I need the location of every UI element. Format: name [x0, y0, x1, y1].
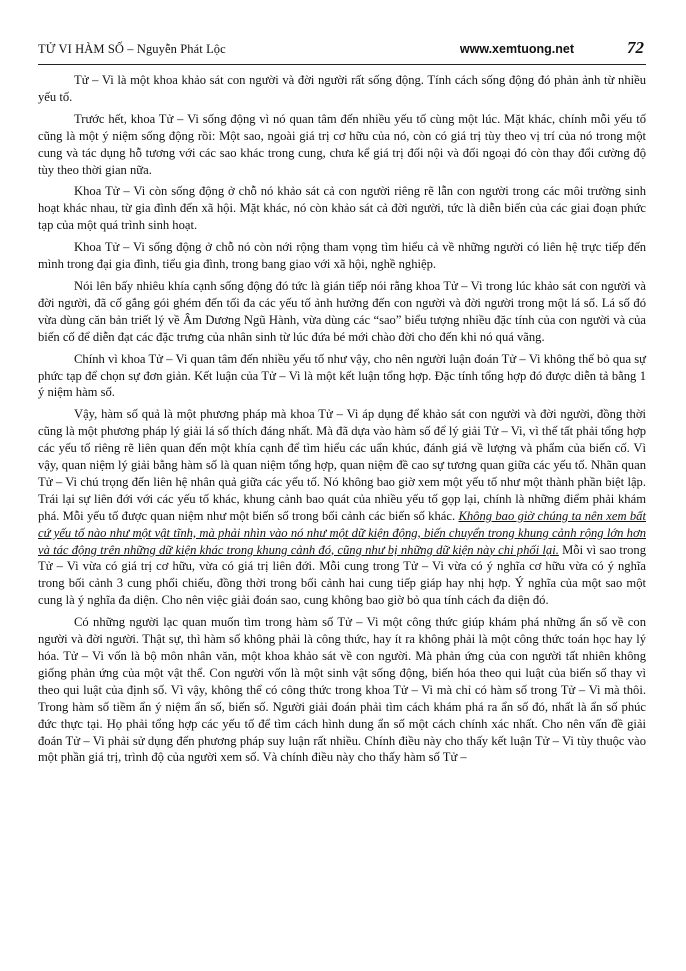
paragraph-7-text: Vậy, hàm số quả là một phương pháp mà khoa Tử – Vi áp dụng để khảo sát con người và đời người, đồng thời cũng là một phương pháp lý giải lá số thích đáng nhất. Mà đã dựa vào hàm số để lý giải Tử – Vi, vì thế tất phải tổng hợp các yếu tố riêng rẽ liên quan đến một khía cạnh để tìm hiểu các uẩn khúc, đánh giá về lượng và phẩm của biến cố. Vì vậy, quan niệm lý giải bằng hàm số là quan niệm tổng hợp, quan niệm đề cao sự tương quan giữa các yếu tố. Nhãn quan Tử – Vi chú trọng đến liên hệ nhân quả giữa các yếu tố. Nó không bao giờ xem một yếu tố như một thành phần biệt lập. Trái lại sự liên đới với các yếu tố khác, khung cảnh bao quát của nhiều yếu tố gọp lại, chính là những điểm phải khám phá. Mỗi yếu tố được quan niệm như một biến số trong bối cảnh các biến số khác.	[38, 407, 646, 523]
paragraph-5: Nói lên bấy nhiêu khía cạnh sống động đó tức là gián tiếp nói rằng khoa Tử – Vi trong lúc khảo sát con người và đời người, đã cố gắng gói ghém đến tối đa các yếu tố ảnh hưởng đến con người và đời người trong một lá số. Lá số đó vừa dùng căn bản triết lý về Âm Dương Ngũ Hành, vừa dùng các “sao” biểu tượng nhiều đặc tính của con người và của biến cố để diễn đạt các đặc trưng của nhân sinh từ lúc đứa bé mới chào đời cho đến khi nó quá vãng.	[38, 278, 646, 344]
paragraph-6: Chính vì khoa Tử – Vi quan tâm đến nhiều yếu tố như vậy, cho nên người luận đoán Tử – Vi không thể bỏ qua sự phức tạp để chọn sự đơn giản. Kết luận của Tử – Vi là một kết luận tổng hợp. Đặc tính tổng hợp đó được diễn tả bằng 1 ý niệm hàm số.	[38, 351, 646, 400]
paragraph-2: Trước hết, khoa Tử – Vi sống động vì nó quan tâm đến nhiều yếu tố cùng một lúc. Mặt khác, chính mỗi yếu tố cũng là một ý niệm sống động rồi: Một sao, ngoài giá trị cơ hữu của nó, còn có giá trị tùy theo vị trí của nó trong một cung và tác dụng hỗ tương với các sao khác trong cung, chưa kể giá trị đối nội và đối ngoại đó còn thay đổi cường độ tùy theo thời gian nữa.	[38, 111, 646, 177]
page-number: 72	[627, 38, 644, 57]
paragraph-4: Khoa Tử – Vi sống động ở chỗ nó còn nới rộng tham vọng tìm hiểu cả về những người có liên hệ trực tiếp đến mình trong đại gia đình, tiểu gia đình, trong bang giao với xã hội, nghề nghiệp.	[38, 240, 646, 272]
paragraph-3: Khoa Tử – Vi còn sống động ở chỗ nó khảo sát cả con người riêng rẽ lẫn con người trong các môi trường sinh hoạt khác nhau, từ gia đình đến xã hội. Mặt khác, nó còn khảo sát cả đời người, tức là diễn biến của các giai đoạn phức tạp của một quá trình sinh hoạt.	[38, 184, 646, 233]
paragraph-1: Tử – Vi là một khoa khảo sát con người và đời người rất sống động. Tính cách sống động đó phản ảnh từ nhiều yếu tố.	[38, 73, 646, 104]
emphasized-passage: Không bao giờ chúng ta nên xem bất cứ yếu tố nào như một vật tĩnh, mà phải nhìn vào nó như một dữ kiện động, biến chuyển trong khung cảnh rộng lớn hơn và tác động trên những dữ kiện khác trong khung cảnh đó, cũng như bị những dữ kiện này chi phối lại.	[38, 508, 646, 557]
paragraph-7	[38, 406, 646, 609]
paragraph-7-tail: Mỗi vì sao trong Tử – Vi vừa có giá trị cơ hữu, vừa có giá trị liên đới. Mỗi cung trong Tử – Vi vừa có ý nghĩa cơ hữu vừa có ý nghĩa trong bối cảnh 3 cung phối chiếu, đồng thời trong bối cảnh hai cung tiếp giáp hay nhị hợp. Ý nghĩa của một sao một cung là ý nghĩa đa diện. Cho nên việc giải đoán sao, cung không bao giờ bỏ qua tính cách đa diện đó.	[38, 542, 646, 608]
paragraph-8: Có những người lạc quan muốn tìm trong hàm số Tử – Vi một công thức giúp khám phá những ẩn số về con người và đời người. Thật sự, thì hàm số không phải là công thức, hay ít ra không phải là một công thức toán học hay lý hóa. Tử – Vi vốn là bộ môn nhân văn, một khoa khảo sát về con người. Mà phản ứng của con người tất nhiên không giống phản ứng của một vật thể. Con người vốn là một sinh vật sống động, biến hóa theo qui luật của biến số thay vì theo qui luật của định số. Vì vậy, không thể có công thức trong khoa Tử – Vi mà chỉ có hàm số trong Tử – Vi mà thôi. Trong hàm số tiềm ẩn ý niệm ẩn số, biến số. Người giải đoán phải tìm cách khám phá ra ẩn số đó, nhất là ẩn số phúc đức thực tại. Họ phải tổng hợp các yếu tố để tìm cách hình dung ẩn số một cách chính xác nhất. Cho nên vấn đề giải đoán Tử – Vi phải sử dụng đến phương pháp suy luận rất nhiều. Chính điều này cho thấy kết luận Tử – Vi tùy thuộc vào một phần giá trị, trình độ của người xem số. Và chính điều này cho thấy hàm số Tử –	[38, 615, 646, 765]
page-header	[38, 38, 646, 65]
website-url: www.xemtuong.net	[459, 42, 574, 56]
book-title: TỬ VI HÀM SỐ – Nguyễn Phát Lộc	[38, 42, 226, 56]
body-text	[38, 72, 646, 771]
